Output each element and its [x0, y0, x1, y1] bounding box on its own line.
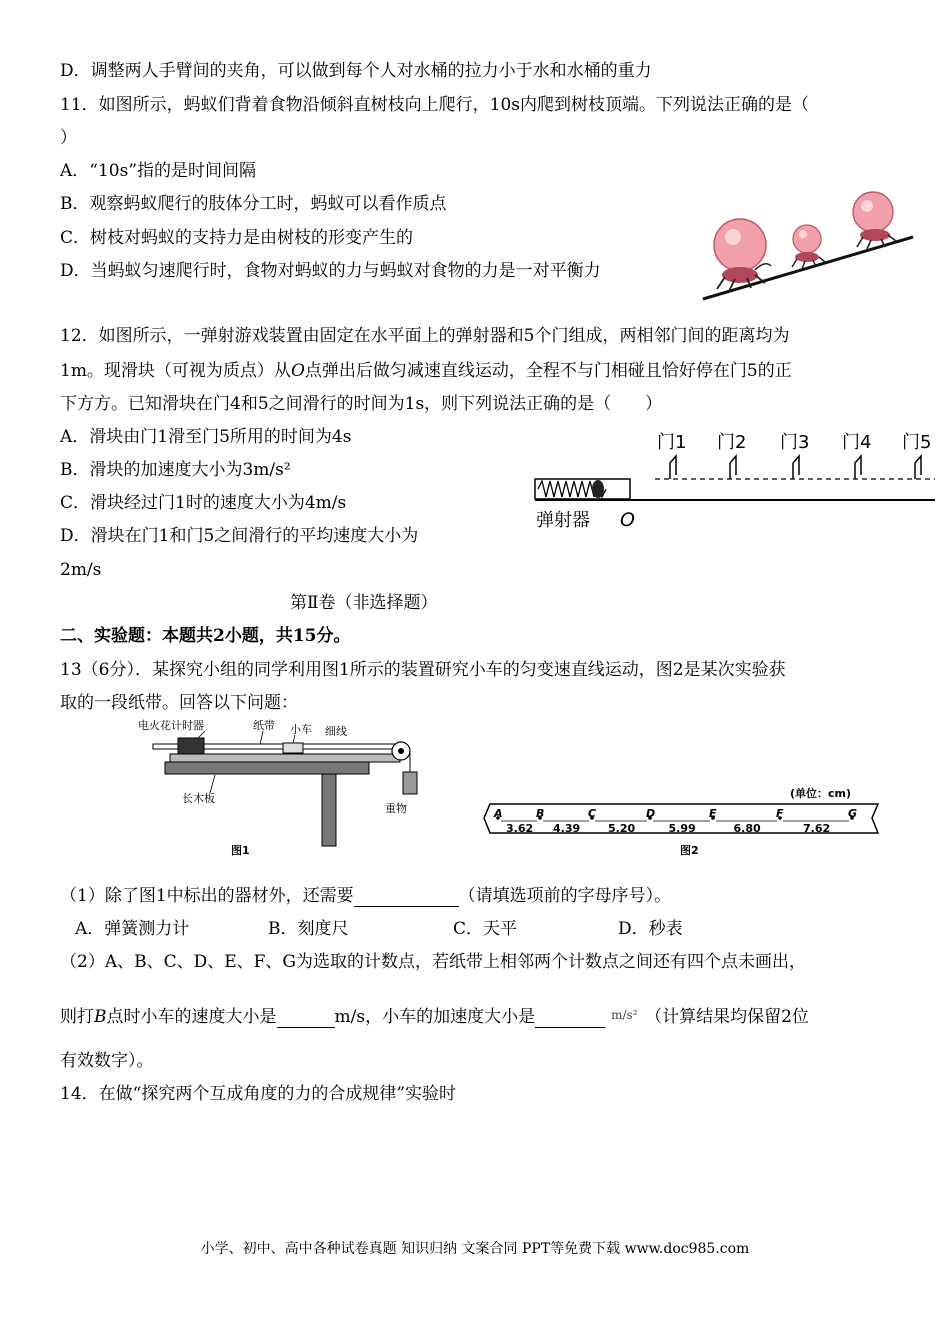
q12-option-d-line2: 2m/s [60, 560, 102, 580]
q14-stem: 14．在做“探究两个互成角度的力的合成规律”实验时 [60, 1084, 457, 1104]
answer-blank-2[interactable] [277, 1009, 335, 1028]
section-heading: 二、实验题：本题共2小题，共15分。 [60, 626, 351, 646]
gate-label-1: 门1 [657, 432, 687, 453]
gate-5 [915, 456, 921, 479]
gate-label-5: 门5 [902, 432, 932, 453]
q11-option-a: A．“10s”指的是时间间隔 [60, 161, 257, 181]
q12-stem-line2: 1m。现滑块（可视为质点）从O点弹出后做匀减速直线运动，全程不与门相碰且恰好停在门5的正 [60, 361, 792, 381]
ant-large-icon [714, 219, 771, 291]
figure-2-caption: 图2 [680, 844, 699, 857]
gate-label-4: 门4 [842, 432, 872, 453]
tape-distance-4: 5.99 [668, 822, 696, 835]
tape-label-A: A [494, 807, 503, 820]
q13-part1-options [75, 918, 683, 940]
cart-label: 小车 [290, 723, 312, 736]
q11-stem-line2: ） [60, 128, 77, 148]
figure-1-caption: 图1 [231, 844, 250, 857]
timer-label: 电火花计时器 [138, 719, 204, 732]
option-b: B．刻度尺 [268, 919, 349, 939]
origin-label: O [620, 509, 635, 531]
launcher-gates-figure [530, 425, 940, 535]
q12-option-b: B．滑块的加速度大小为3m/s² [60, 460, 291, 480]
q13-part1: （1）除了图1中标出的器材外，还需要 （请填选项前的字母序号）。 [60, 886, 672, 906]
unit-label: (单位：cm) [790, 787, 852, 800]
tape-label-F: F [776, 807, 784, 820]
q13-stem-line2: 取的一段纸带。回答以下问题： [60, 693, 298, 713]
ant-small-icon [792, 225, 825, 269]
weight-label: 重物 [385, 802, 407, 815]
string-label: 细线 [325, 725, 347, 738]
tape-distance-6: 7.62 [803, 822, 831, 835]
answer-blank-1[interactable] [354, 888, 459, 907]
q13-part2: （2）A、B、C、D、E、F、G为选取的计数点，若纸带上相邻两个计数点之间还有四个点未画出， [60, 952, 807, 972]
q11-option-b: B．观察蚂蚁爬行的肢体分工时，蚂蚁可以看作质点 [60, 194, 447, 214]
ant-medium-icon [853, 192, 896, 249]
gate-1 [670, 456, 676, 479]
q13-stem-line1: 13（6分）．某探究小组的同学利用图1所示的装置研究小车的匀变速直线运动，图2是某次实验获 [60, 660, 786, 680]
q11-option-c: C．树枝对蚂蚁的支持力是由树枝的形变产生的 [60, 228, 414, 248]
q13-part2-line2: 则打B点时小车的速度大小是 m/s，小车的加速度大小是 m/s² （计算结果均保留2位 [60, 1007, 809, 1027]
tape-distance-5: 6.80 [733, 822, 761, 835]
gate-4 [855, 456, 861, 479]
tape-label-D: D [646, 807, 656, 820]
tape-label-E: E [709, 807, 717, 820]
figure-2-tape [480, 780, 890, 860]
figure-1-apparatus [135, 715, 435, 860]
q13-part2-line3: 有效数字）。 [60, 1051, 154, 1071]
option-c: C．天平 [453, 919, 518, 939]
ants-on-branch-figure [695, 185, 920, 305]
q12-stem-line1: 12．如图所示，一弹射游戏装置由固定在水平面上的弹射器和5个门组成，两相邻门间的距离均为 [60, 326, 790, 346]
gate-3 [793, 456, 799, 479]
volume-2-title: 第Ⅱ卷（非选择题） [290, 593, 438, 613]
option-d: D．秒表 [618, 919, 683, 939]
q12-stem-line3: 下方方。已知滑块在门4和5之间滑行的时间为1s，则下列说法正确的是（ ） [60, 394, 663, 414]
q12-option-c: C．滑块经过门1时的速度大小为4m/s [60, 493, 347, 513]
gate-label-3: 门3 [780, 432, 810, 453]
tape-label-C: C [588, 807, 597, 820]
page-footer: 小学、初中、高中各种试卷真题 知识归纳 文案合同 PPT等免费下载 www.doc985.com [200, 1241, 750, 1257]
answer-blank-3[interactable] [535, 1009, 605, 1028]
option-a: A．弹簧测力计 [75, 919, 190, 939]
q12-option-a: A．滑块由门1滑至门5所用的时间为4s [60, 427, 352, 447]
slider-block [592, 480, 604, 498]
q11-stem-line1: 11．如图所示，蚂蚁们背着食物沿倾斜直树枝向上爬行，10s内爬到树枝顶端。下列说法正确的是（ [60, 95, 809, 115]
gate-2 [730, 456, 736, 479]
q10-option-d: D．调整两人手臂间的夹角，可以做到每个人对水桶的拉力小于水和水桶的重力 [60, 61, 652, 81]
tape-label-G: G [848, 807, 858, 820]
tape-distance-3: 5.20 [608, 822, 636, 835]
launcher-label: 弹射器 [536, 510, 590, 531]
tape-distance-1: 3.62 [506, 822, 534, 835]
tape-distance-2: 4.39 [553, 822, 581, 835]
gate-label-2: 门2 [717, 432, 747, 453]
tape-label-B: B [536, 807, 545, 820]
q12-option-d-line1: D．滑块在门1和门5之间滑行的平均速度大小为 [60, 526, 419, 546]
tape-label: 纸带 [253, 719, 275, 732]
board-label: 长木板 [182, 792, 215, 805]
q11-option-d: D．当蚂蚁匀速爬行时，食物对蚂蚁的力与蚂蚁对食物的力是一对平衡力 [60, 261, 601, 281]
